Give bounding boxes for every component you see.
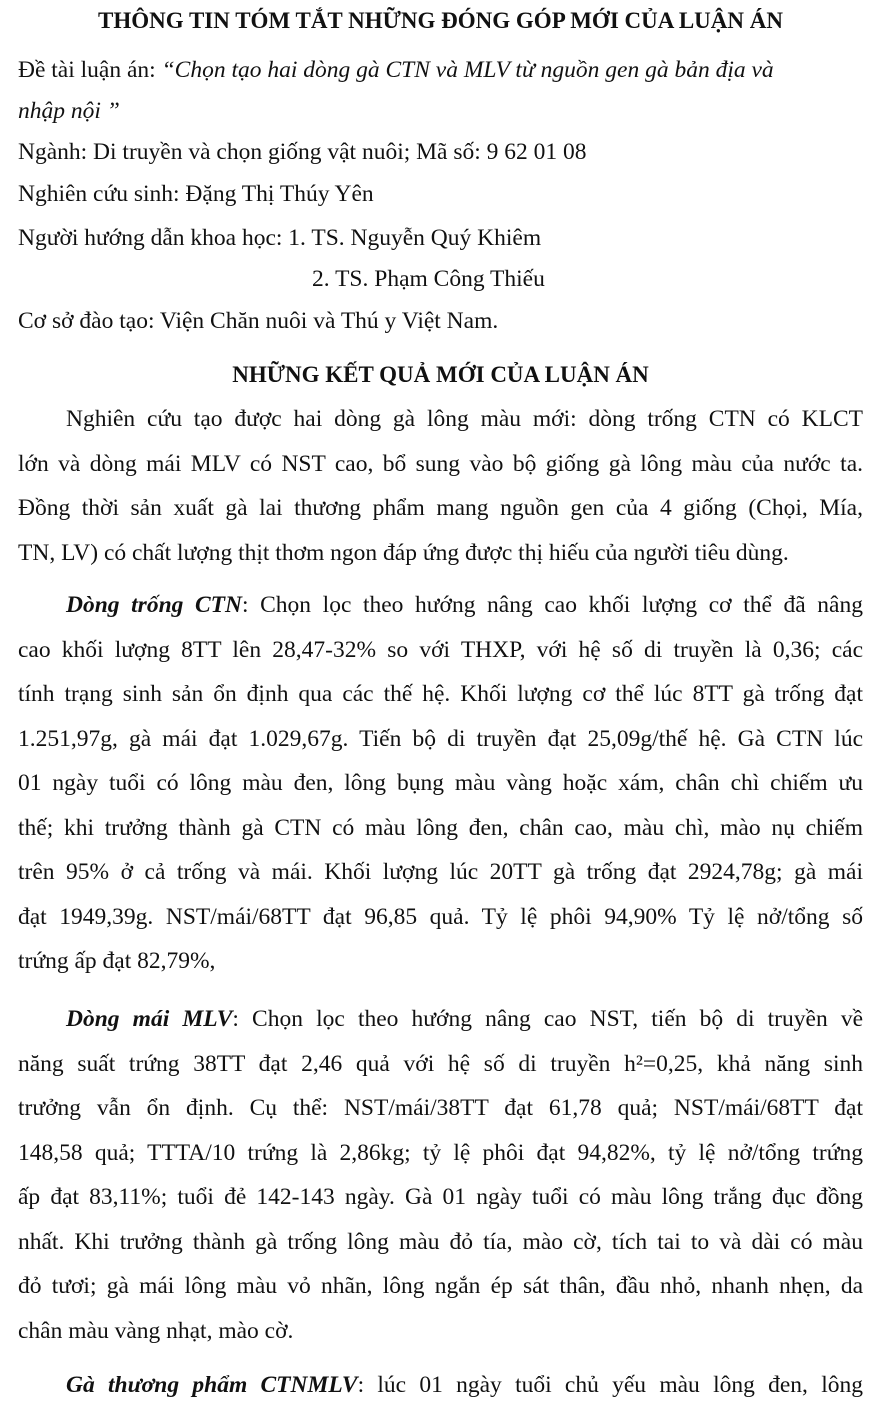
intro-line: Nghiên cứu tạo được hai dòng gà lông màu mới: dòng trống CTN có KLCT [66, 406, 863, 432]
mlv-line: chân màu vàng nhạt, mào cờ. [18, 1317, 294, 1344]
thesis-topic-line-1 [18, 52, 863, 88]
mlv-line: nhất. Khi trưởng thành gà trống lông màu đỏ tía, mào cờ, tích tai to và dài có màu [18, 1228, 863, 1255]
ctn-line [18, 583, 863, 628]
institution-line: Cơ sở đào tạo: Viện Chăn nuôi và Thú y Việt Nam. [18, 308, 499, 334]
thesis-topic-open-quote: “ [161, 57, 175, 83]
intro-paragraph [18, 397, 863, 575]
ctnmlv-line-text: : lúc 01 ngày tuổi chủ yếu màu lông đen, lông [357, 1372, 863, 1398]
advisor-1: 1. TS. Nguyễn Quý Khiêm [288, 225, 542, 251]
intro-line: Đồng thời sản xuất gà lai thương phẩm mang nguồn gen của 4 giống (Chọi, Mía, [18, 495, 863, 521]
thesis-topic-close-quote: ” [100, 98, 120, 124]
ctn-paragraph [18, 583, 863, 984]
ctn-line: tính trạng sinh sản ổn định qua các thế hệ. Khối lượng cơ thể lúc 8TT gà trống đạt [18, 681, 863, 707]
intro-line: lớn và dòng mái MLV có NST cao, bổ sung vào bộ giống gà lông màu của nước ta. [18, 450, 863, 477]
mlv-line: đỏ tươi; gà mái lông màu vỏ nhãn, lông ngắn ép sát thân, đầu nhỏ, nhanh nhẹn, da [18, 1273, 863, 1299]
mlv-line: năng suất trứng 38TT đạt 2,46 quả với hệ số di truyền h²=0,25, khả năng sinh [18, 1050, 863, 1077]
ctn-line: trên 95% ở cả trống và mái. Khối lượng lúc 20TT gà trống đạt 2924,78g; gà mái [18, 859, 863, 885]
ctn-line: trứng ấp đạt 82,79%, [18, 948, 216, 974]
ctn-line: 1.251,97g, gà mái đạt 1.029,67g. Tiến bộ di truyền đạt 25,09g/thế hệ. Gà CTN lúc [18, 725, 863, 752]
mlv-paragraph [18, 997, 863, 1353]
ctn-line-text: : Chọn lọc theo hướng nâng cao khối lượng cơ thể đã nâng [242, 592, 863, 618]
thesis-topic-line-2 [18, 93, 863, 129]
thesis-topic-text-2: nhập nội [18, 98, 101, 124]
document-title: THÔNG TIN TÓM TẮT NHỮNG ĐÓNG GÓP MỚI CỦA LUẬN ÁN [98, 8, 783, 33]
ctn-line: đạt 1949,39g. NST/mái/68TT đạt 96,85 quả. Tỷ lệ phôi 94,90% Tỷ lệ nở/tổng số [18, 903, 863, 930]
results-title: NHỮNG KẾT QUẢ MỚI CỦA LUẬN ÁN [232, 362, 649, 387]
mlv-line: ấp đạt 83,11%; tuổi đẻ 142-143 ngày. Gà 01 ngày tuổi có màu lông trắng đục đồng [18, 1184, 863, 1210]
ctn-heading: Dòng trống CTN [66, 592, 242, 618]
advisor-line-2: 2. TS. Phạm Công Thiếu [312, 266, 545, 292]
mlv-line [18, 997, 863, 1042]
student-line: Nghiên cứu sinh: Đặng Thị Thúy Yên [18, 181, 374, 207]
mlv-line: trưởng vẫn ổn định. Cụ thể: NST/mái/38TT đạt 61,78 quả; NST/mái/68TT đạt [18, 1095, 863, 1121]
mlv-line-text: : Chọn lọc theo hướng nâng cao NST, tiến bộ di truyền về [232, 1006, 863, 1032]
thesis-topic-text-1: Chọn tạo hai dòng gà CTN và MLV từ nguồn gen gà bản địa và [174, 57, 774, 83]
ctn-line: thế; khi trưởng thành gà CTN có màu lông đen, chân cao, màu chì, mào nụ chiếm [18, 814, 863, 841]
ctnmlv-heading: Gà thương phẩm CTNMLV [66, 1372, 358, 1398]
ctn-line: 01 ngày tuổi có lông màu đen, lông bụng màu vàng hoặc xám, chân chì chiếm ưu [18, 770, 863, 796]
thesis-topic-label: Đề tài luận án: [18, 57, 162, 83]
ctn-line: cao khối lượng 8TT lên 28,47-32% so với THXP, với hệ số di truyền là 0,36; các [18, 636, 863, 663]
advisor-label: Người hướng dẫn khoa học: [18, 225, 289, 251]
intro-line: TN, LV) có chất lượng thịt thơm ngon đáp ứng được thị hiếu của người tiêu dùng. [18, 539, 789, 566]
mlv-heading: Dòng mái MLV [66, 1006, 233, 1032]
ctnmlv-line [18, 1363, 863, 1408]
mlv-line: 148,58 quả; TTTA/10 trứng là 2,86kg; tỷ lệ phôi đạt 94,82%, tỷ lệ nở/tổng trứng [18, 1139, 863, 1166]
ctnmlv-paragraph [18, 1363, 863, 1408]
major-line: Ngành: Di truyền và chọn giống vật nuôi; Mã số: 9 62 01 08 [18, 139, 587, 165]
advisor-line-1 [18, 220, 863, 256]
